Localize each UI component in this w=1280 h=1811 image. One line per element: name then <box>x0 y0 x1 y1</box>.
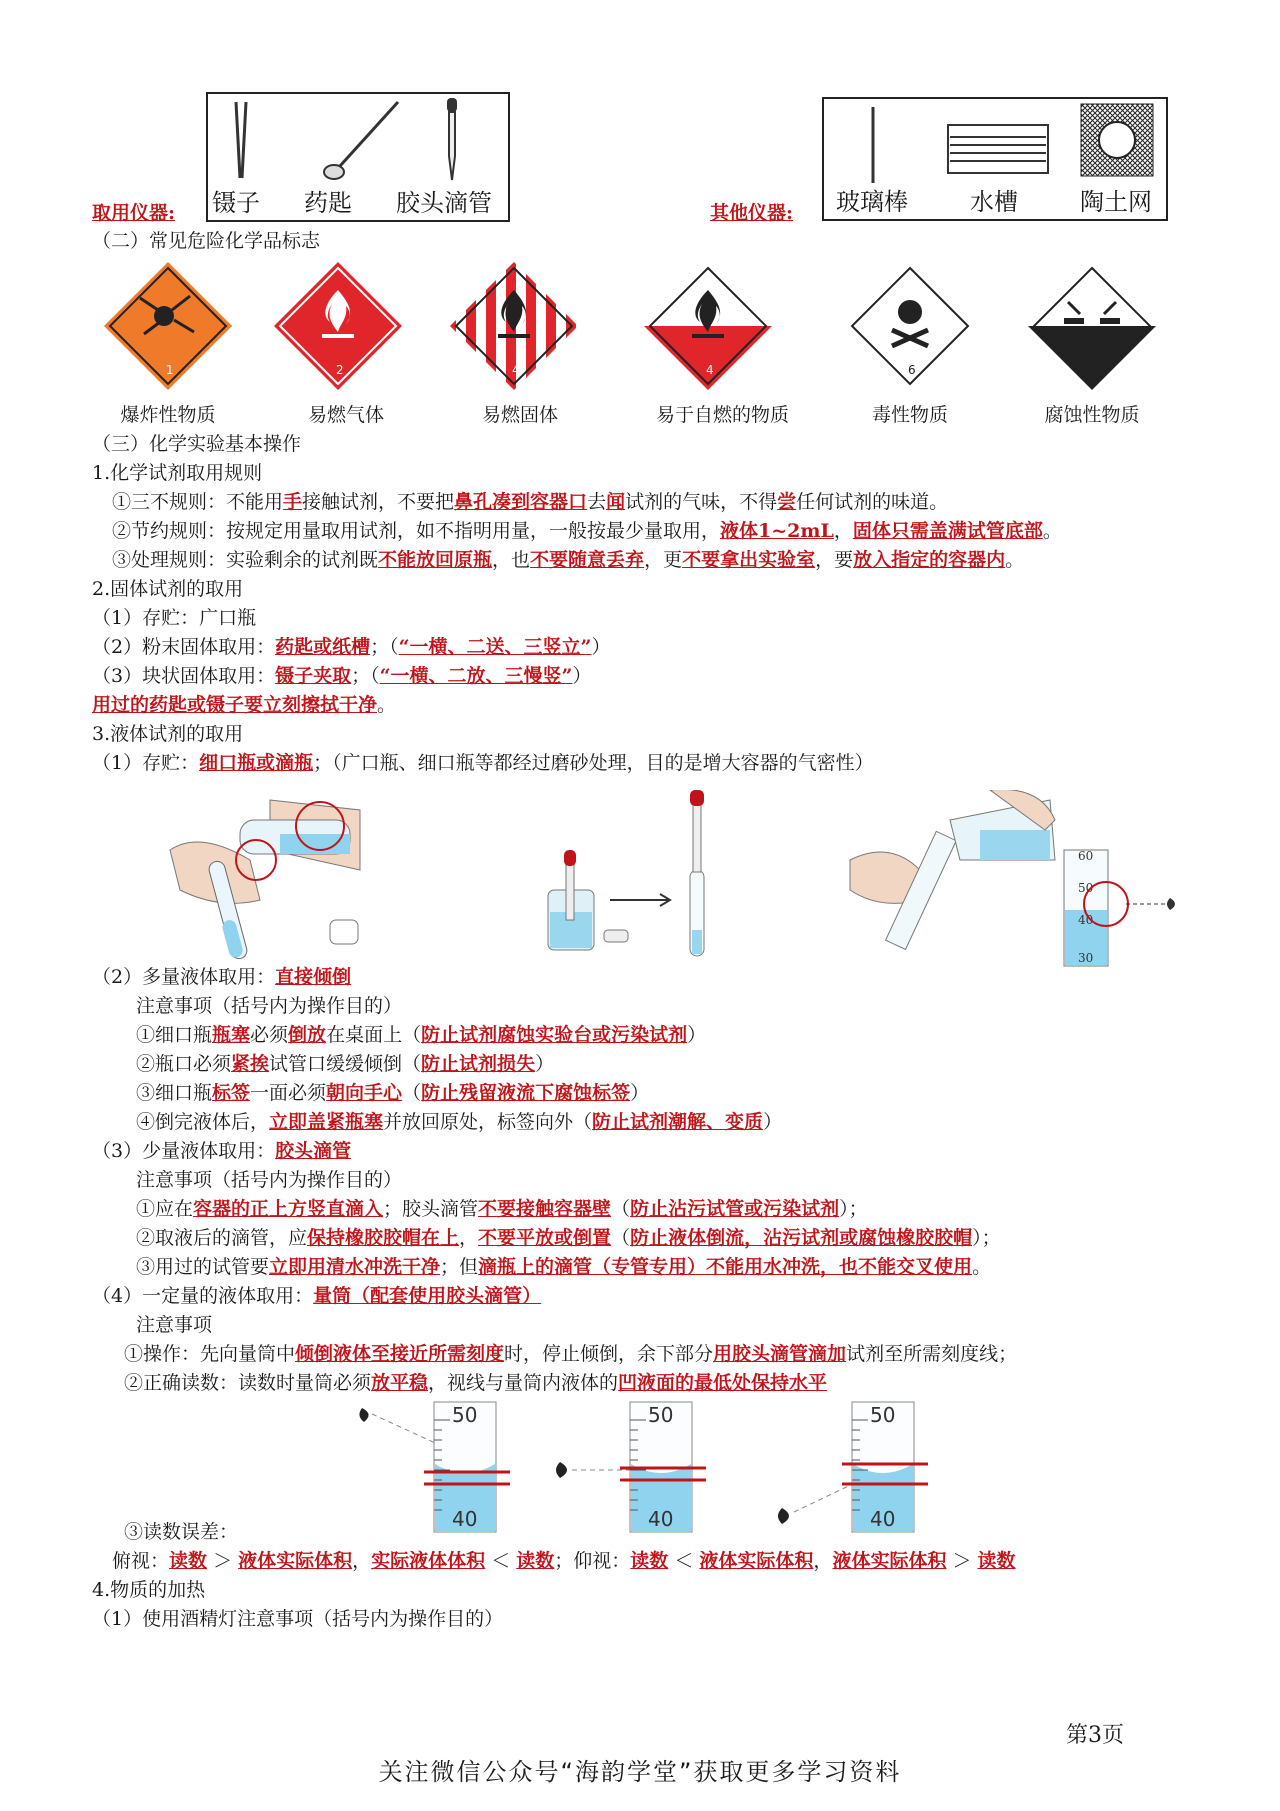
body-text: ） <box>630 1082 650 1104</box>
hazard-symbol-icon <box>446 258 582 394</box>
heading-solid: 2.固体试剂的取用 <box>92 578 244 600</box>
liquid-small-m2 <box>136 1226 1001 1250</box>
liquid-large-n2 <box>136 1052 554 1076</box>
highlight-text: 手 <box>283 491 303 513</box>
body-text: 。 <box>1042 520 1062 542</box>
highlight-text: 容器的正上方竖直滴入 <box>193 1198 384 1220</box>
hazard-sign-3 <box>446 258 582 394</box>
hazard-sign-1 <box>100 258 236 394</box>
highlight-text: 防止液体倒流，沾污试剂或腐蚀橡胶胶帽 <box>630 1227 973 1249</box>
graduated-reading-illustration <box>1060 840 1200 970</box>
eye-icon <box>359 1408 368 1422</box>
solid-clean-end: 。 <box>377 694 397 716</box>
cylinder-mark-bottom: 40 <box>870 1507 896 1531</box>
highlight-text: 液体实际体积 <box>238 1550 353 1572</box>
highlight-text: “一横、二送、三竖立” <box>398 636 592 658</box>
body-text: ＜ <box>485 1550 517 1572</box>
liquid-small-m3 <box>136 1255 991 1279</box>
highlight-text: 液体实际体积 <box>699 1550 814 1572</box>
highlight-text: 立即用清水冲洗干净 <box>269 1256 441 1278</box>
highlight-text: 凹液面的最低处保持水平 <box>618 1372 828 1394</box>
reading-error-title: ③读数误差： <box>124 1521 239 1543</box>
hazard-sign-5 <box>842 258 978 394</box>
hazard-symbol-icon <box>270 258 406 394</box>
body-text: 。 <box>972 1256 992 1278</box>
hazard-number: 1 <box>166 363 174 377</box>
body-text: 并放回原处，标签向外（ <box>383 1111 593 1133</box>
other-instruments-label: 其他仪器: <box>710 202 794 224</box>
body-text: ＞ <box>946 1550 978 1572</box>
rule-disposal <box>112 548 1024 572</box>
body-text: ②节约规则：按规定用量取用试剂，如不指明用量，一般按最少量取用， <box>112 520 721 542</box>
body-text: ，视线与量筒内液体的 <box>428 1372 619 1394</box>
hazard-sign-label: 易于自燃的物质 <box>656 404 790 426</box>
liquid-large-note: 注意事项（括号内为操作目的） <box>136 995 403 1017</box>
glass-rod-icon <box>868 105 878 185</box>
highlight-text: 立即盖紧瓶塞 <box>269 1111 384 1133</box>
body-text: ②瓶口必须 <box>136 1053 232 1075</box>
liquid-large-n4 <box>136 1110 782 1134</box>
highlight-text: 直接倾倒 <box>275 966 352 988</box>
hazard-symbol-icon <box>100 258 236 394</box>
body-text: ）； <box>972 1227 1001 1249</box>
hazard-sign-label: 毒性物质 <box>871 404 948 426</box>
body-text: 试管口缓缓倾倒（ <box>269 1053 422 1075</box>
take-instruments-box <box>206 92 510 222</box>
heading-liquid: 3.液体试剂的取用 <box>92 723 244 745</box>
highlight-text: 实际液体体积 <box>371 1550 486 1572</box>
highlight-text: 读数 <box>169 1550 208 1572</box>
section2-title: （二）常见危险化学品标志 <box>92 230 321 252</box>
body-text: ＜ <box>668 1550 700 1572</box>
hazard-number: 2 <box>336 363 344 377</box>
eye-icon <box>556 1462 567 1478</box>
liquid-measured <box>92 1284 541 1308</box>
body-text: 必须 <box>250 1024 289 1046</box>
liquid-large-n1 <box>136 1023 706 1047</box>
body-text: ， <box>352 1550 372 1572</box>
highlight-text: 读数 <box>516 1550 555 1572</box>
heading-reagent-rules: 1.化学试剂取用规则 <box>92 462 263 484</box>
cylinder-mark-bottom: 40 <box>452 1507 478 1531</box>
highlight-text: 防止试剂腐蚀实验台或污染试剂 <box>421 1024 688 1046</box>
take-item-2: 药匙 <box>304 189 352 217</box>
hazard-symbol-icon <box>842 258 978 394</box>
body-text: ） <box>687 1024 707 1046</box>
hazard-sign-label: 易燃固体 <box>481 404 558 426</box>
body-text: ；胶头滴管 <box>383 1198 479 1220</box>
body-text: ④倒完液体后， <box>136 1111 270 1133</box>
highlight-text: 滴瓶上的滴管（专管专用）不能用水冲洗，也不能交叉使用 <box>478 1256 973 1278</box>
heading-heating: 4.物质的加热 <box>92 1579 206 1601</box>
rule-economy <box>112 519 1062 543</box>
highlight-text: 读数 <box>977 1550 1016 1572</box>
body-text: 在桌面上（ <box>326 1024 422 1046</box>
highlight-text: 放入指定的容器内 <box>853 549 1006 571</box>
body-text: ） <box>591 636 611 658</box>
dropper-icon <box>440 96 464 184</box>
body-text: ， <box>459 1227 479 1249</box>
ceramic-mesh-icon <box>1080 103 1154 177</box>
grad-tick-50: 50 <box>1078 881 1094 895</box>
heating-lamp: （1）使用酒精灯注意事项（括号内为操作目的） <box>92 1608 504 1630</box>
body-text: ②取液后的滴管，应 <box>136 1227 308 1249</box>
page-number: 第3页 <box>1066 1723 1124 1748</box>
highlight-text: 倒放 <box>288 1024 327 1046</box>
body-text: ） <box>763 1111 783 1133</box>
hazard-number: 8 <box>1090 363 1098 377</box>
section3-title: （三）化学实验基本操作 <box>92 433 302 455</box>
hazard-sign-4 <box>640 258 776 394</box>
highlight-text: 镊子夹取 <box>275 665 352 687</box>
liquid-small-m1 <box>136 1197 868 1221</box>
highlight-text: 防止残留液流下腐蚀标签 <box>421 1082 631 1104</box>
take-item-3: 胶头滴管 <box>396 189 492 217</box>
body-text: 试剂的气味，不得 <box>625 491 778 513</box>
body-text: ，要 <box>815 549 854 571</box>
grad-tick-30: 30 <box>1078 951 1094 965</box>
body-text: ；（ <box>351 665 380 687</box>
body-text: ；（ <box>370 636 399 658</box>
body-text: （4）一定量的液体取用： <box>92 1285 314 1307</box>
highlight-text: 用胶头滴管滴加 <box>713 1343 847 1365</box>
body-text: ①应在 <box>136 1198 194 1220</box>
liquid-measured-p1 <box>124 1342 1017 1366</box>
hazard-sign-label: 易燃气体 <box>307 404 384 426</box>
highlight-text: 液体1~2mL <box>720 520 834 542</box>
body-text: ，也 <box>492 549 531 571</box>
liquid-large <box>92 965 351 989</box>
body-text: （3）块状固体取用： <box>92 665 276 687</box>
grad-tick-40: 40 <box>1078 913 1094 927</box>
body-text: ③处理规则：实验剩余的试剂既 <box>112 549 379 571</box>
reading-cylinder-3 <box>762 1400 952 1544</box>
dropper-transfer-illustration <box>540 780 740 960</box>
hazard-sign-label: 爆炸性物质 <box>120 404 216 426</box>
highlight-text: 不要接触容器壁 <box>478 1198 612 1220</box>
hazard-sign-6 <box>1024 258 1160 394</box>
solid-storage: （1）存贮：广口瓶 <box>92 607 257 629</box>
highlight-text: 防止试剂潮解、变质 <box>592 1111 764 1133</box>
other-item-3: 陶土网 <box>1080 188 1152 216</box>
highlight-text: 倾倒液体至接近所需刻度 <box>295 1343 505 1365</box>
grad-tick-60: 60 <box>1078 849 1094 863</box>
highlight-text: 读数 <box>630 1550 669 1572</box>
body-text: 俯视： <box>112 1550 170 1572</box>
liquid-small <box>92 1139 351 1163</box>
highlight-text: 标签 <box>212 1082 251 1104</box>
highlight-text: 药匙或纸槽 <box>275 636 371 658</box>
highlight-text: 不要平放或倒置 <box>478 1227 612 1249</box>
highlight-text: 朝向手心 <box>326 1082 403 1104</box>
body-text: ， <box>833 520 853 542</box>
solid-clean-text: 用过的药匙或镊子要立刻擦拭干净 <box>92 694 378 716</box>
liquid-storage <box>92 751 874 775</box>
cylinder-mark-bottom: 40 <box>648 1507 674 1531</box>
cylinder-mark-top: 50 <box>648 1403 674 1427</box>
solid-lump <box>92 664 592 688</box>
body-text: 时，停止倾倒，余下部分 <box>504 1343 714 1365</box>
highlight-text: 固体只需盖满试管底部 <box>852 520 1043 542</box>
pouring-illustration <box>160 790 380 970</box>
highlight-text: 瓶塞 <box>212 1024 251 1046</box>
cylinder-pouring-illustration <box>840 790 1060 960</box>
other-instruments-box <box>822 97 1168 221</box>
body-text: 接触试剂，不要把 <box>302 491 455 513</box>
body-text: 去 <box>587 491 607 513</box>
body-text: ；仰视： <box>554 1550 631 1572</box>
hazard-sign-2 <box>270 258 406 394</box>
reading-error-detail <box>112 1549 1016 1573</box>
highlight-text: 不能放回原瓶 <box>378 549 493 571</box>
body-text: （3）少量液体取用： <box>92 1140 276 1162</box>
highlight-text: 胶头滴管 <box>275 1140 352 1162</box>
spatula-icon <box>318 96 408 186</box>
highlight-text: 细口瓶或滴瓶 <box>199 752 314 774</box>
hazard-number: 4 <box>706 363 714 377</box>
highlight-text: 保持橡胶胶帽在上 <box>307 1227 460 1249</box>
hazard-number: 4 <box>512 363 520 377</box>
body-text: 试剂至所需刻度线； <box>846 1343 1018 1365</box>
body-text: 一面必须 <box>250 1082 327 1104</box>
body-text: （ <box>611 1227 631 1249</box>
body-text: ②正确读数：读数时量筒必须 <box>124 1372 372 1394</box>
hazard-symbol-icon <box>1024 258 1160 394</box>
other-item-2: 水槽 <box>970 188 1018 216</box>
highlight-text: 防止试剂损失 <box>421 1053 536 1075</box>
body-text: ①操作：先向量筒中 <box>124 1343 296 1365</box>
liquid-measured-note: 注意事项 <box>136 1314 213 1336</box>
tweezers-icon <box>230 100 252 182</box>
body-text: ）； <box>839 1198 868 1220</box>
solid-clean <box>92 693 396 717</box>
body-text: ①细口瓶 <box>136 1024 213 1046</box>
liquid-large-n3 <box>136 1081 649 1105</box>
highlight-text: 不要拿出实验室 <box>682 549 816 571</box>
highlight-text: 液体实际体积 <box>832 1550 947 1572</box>
liquid-measured-p2 <box>124 1371 827 1395</box>
take-item-1: 镊子 <box>212 189 260 217</box>
hazard-symbol-icon <box>640 258 776 394</box>
body-text: ＞ <box>207 1550 239 1572</box>
take-instruments-label: 取用仪器: <box>92 202 176 224</box>
cylinder-mark-top: 50 <box>870 1403 896 1427</box>
hazard-sign-label: 腐蚀性物质 <box>1044 404 1140 426</box>
water-trough-icon <box>946 123 1050 175</box>
highlight-text: 鼻孔凑到容器口 <box>454 491 588 513</box>
body-text: （2）多量液体取用： <box>92 966 276 988</box>
cylinder-mark-top: 50 <box>452 1403 478 1427</box>
hazard-number: 6 <box>908 363 916 377</box>
body-text: ） <box>572 665 592 687</box>
body-text: （ <box>402 1082 422 1104</box>
rule-three-nots <box>112 490 948 514</box>
highlight-text: 尝 <box>777 491 797 513</box>
highlight-text: 放平稳 <box>371 1372 429 1394</box>
body-text: ③用过的试管要 <box>136 1256 270 1278</box>
solid-powder <box>92 635 611 659</box>
body-text: 任何试剂的味道。 <box>796 491 949 513</box>
reading-cylinder-1 <box>344 1400 534 1544</box>
highlight-text: “一横、二放、三慢竖” <box>379 665 573 687</box>
other-item-1: 玻璃棒 <box>836 188 908 216</box>
highlight-text: 量筒（配套使用胶头滴管） <box>313 1285 542 1307</box>
body-text: （ <box>611 1198 631 1220</box>
body-text: ， <box>813 1550 833 1572</box>
body-text: ，更 <box>644 549 683 571</box>
reading-cylinder-2 <box>540 1400 730 1544</box>
body-text: （1）存贮： <box>92 752 200 774</box>
cylinder-icon <box>540 1400 730 1540</box>
body-text: 。 <box>1005 549 1025 571</box>
body-text: ；（广口瓶、细口瓶等都经过磨砂处理，目的是增大容器的气密性） <box>313 752 874 774</box>
body-text: ③细口瓶 <box>136 1082 213 1104</box>
footer-notice: 关注微信公众号“海韵学堂”获取更多学习资料 <box>378 1758 902 1786</box>
liquid-small-note: 注意事项（括号内为操作目的） <box>136 1169 403 1191</box>
highlight-text: 防止沾污试管或污染试剂 <box>630 1198 840 1220</box>
highlight-text: 闻 <box>606 491 626 513</box>
body-text: ①三不规则：不能用 <box>112 491 284 513</box>
body-text: ；但 <box>440 1256 479 1278</box>
highlight-text: 紧挨 <box>231 1053 270 1075</box>
highlight-text: 不要随意丢弃 <box>530 549 645 571</box>
cylinder-icon <box>762 1400 952 1540</box>
cylinder-icon <box>344 1400 534 1540</box>
body-text: （2）粉末固体取用： <box>92 636 276 658</box>
body-text: ） <box>535 1053 555 1075</box>
eye-icon <box>778 1508 789 1524</box>
